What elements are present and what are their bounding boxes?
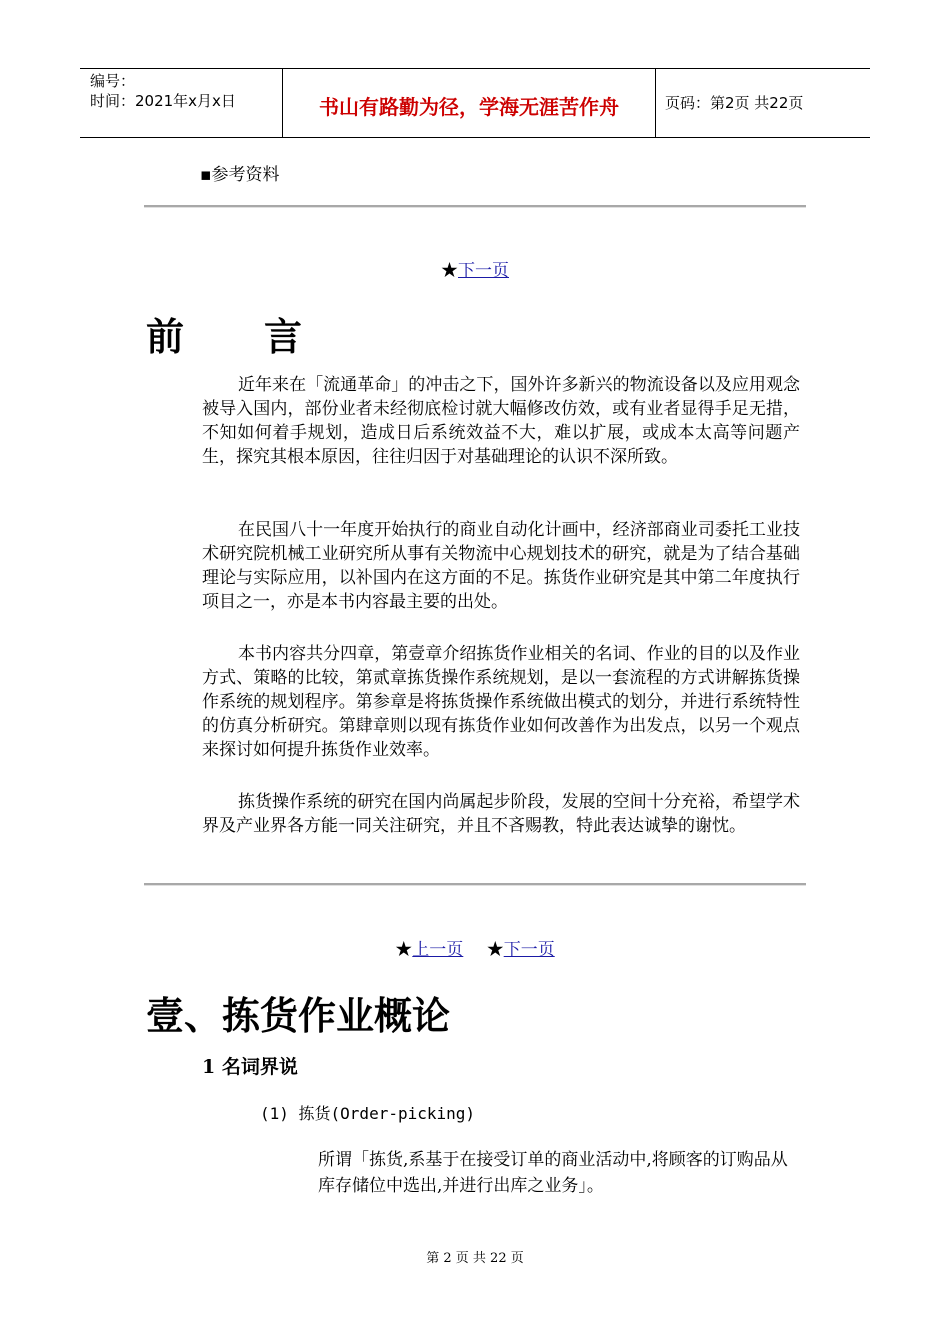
reference-item[interactable]: ▪参考资料 (200, 165, 280, 185)
preface-title: 前言 (146, 314, 383, 359)
chapter-title: 壹、拣货作业概论 (146, 993, 451, 1038)
star-icon: ★ (486, 940, 504, 960)
nav-mid (0, 935, 950, 960)
star-icon: ★ (441, 261, 458, 281)
preface-paragraph: 近年来在「流通革命」的冲击之下，国外许多新兴的物流设备以及应用观念被导入国内，部份业者未经彻底检讨就大幅修改仿效，或有业者显得手足无措，不知如何着手规划，造成日后系统效益不大，难以扩展，或成本太高等问题产生，探究其根本原因，往往归因于对基础理论的认识不深所致。 (202, 375, 800, 467)
time-label: 时间：2021年x月x日 (90, 92, 236, 110)
nav-top (0, 256, 950, 281)
header-meta-cell (80, 69, 282, 137)
definition-text: 所谓「拣货,系基于在接受订单的商业活动中,将顾客的订购品从库存储位中选出,并进行出库之业务」。 (318, 1150, 788, 1196)
divider (144, 883, 806, 886)
preface-paragraph: 本书内容共分四章，第壹章介绍拣货作业相关的名词、作业的目的以及作业方式、策略的比较，第贰章拣货操作系统规划，是以一套流程的方式讲解拣货操作系统的规划程序。第参章是将拣货操作系统做出模式的划分，并进行系统特性的仿真分析研究。第肆章则以现有拣货作业如何改善作为出发点，以另一个观点来探讨如何提升拣货作业效率。 (202, 644, 800, 760)
number-label: 编号： (90, 72, 136, 90)
motto-text: 书山有路勤为径，学海无涯苦作舟 (319, 95, 619, 119)
divider (144, 205, 806, 208)
section-heading: 1 名词界说 (202, 1056, 298, 1078)
preface-paragraph: 拣货操作系统的研究在国内尚属起步阶段，发展的空间十分充裕，希望学术界及产业界各方能一同关注研究，并且不吝赐教，特此表达诚挚的谢忱。 (202, 792, 800, 836)
page-number-label: 页码：第2页 共22页 (665, 94, 804, 112)
subsection-heading: (1) 拣货(Order-picking) (260, 1104, 476, 1123)
next-page-link[interactable]: 下一页 (503, 940, 555, 960)
star-icon: ★ (395, 940, 413, 960)
header-motto-cell (282, 69, 656, 137)
prev-page-link[interactable]: 上一页 (412, 940, 464, 960)
page-header (80, 68, 870, 138)
page-footer: 第 2 页 共 22 页 (426, 1251, 524, 1266)
header-page-cell (655, 69, 870, 137)
preface-paragraph: 在民国八十一年度开始执行的商业自动化计画中，经济部商业司委托工业技术研究院机械工业研究所从事有关物流中心规划技术的研究，就是为了结合基础理论与实际应用，以补国内在这方面的不足。拣货作业研究是其中第二年度执行项目之一，亦是本书内容最主要的出处。 (202, 520, 800, 612)
next-page-link[interactable]: 下一页 (458, 261, 509, 281)
